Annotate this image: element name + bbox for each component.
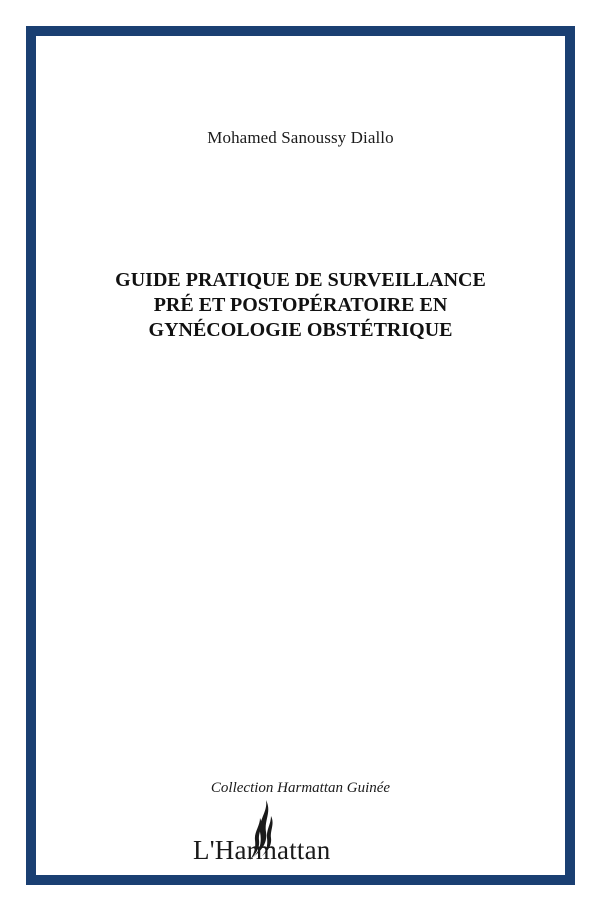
author-name: Mohamed Sanoussy Diallo <box>207 128 394 147</box>
book-title <box>56 268 545 343</box>
book-cover <box>26 26 575 885</box>
title-line-3: GYNÉCOLOGIE OBSTÉTRIQUE <box>148 319 453 341</box>
publisher-logo <box>190 798 362 870</box>
title-line-1: GUIDE PRATIQUE DE SURVEILLANCE <box>115 269 486 291</box>
collection-name: Collection Harmattan Guinée <box>210 780 391 796</box>
publisher-name: L'Harmattan <box>193 835 331 865</box>
title-line-2: PRÉ ET POSTOPÉRATOIRE EN <box>153 294 448 316</box>
